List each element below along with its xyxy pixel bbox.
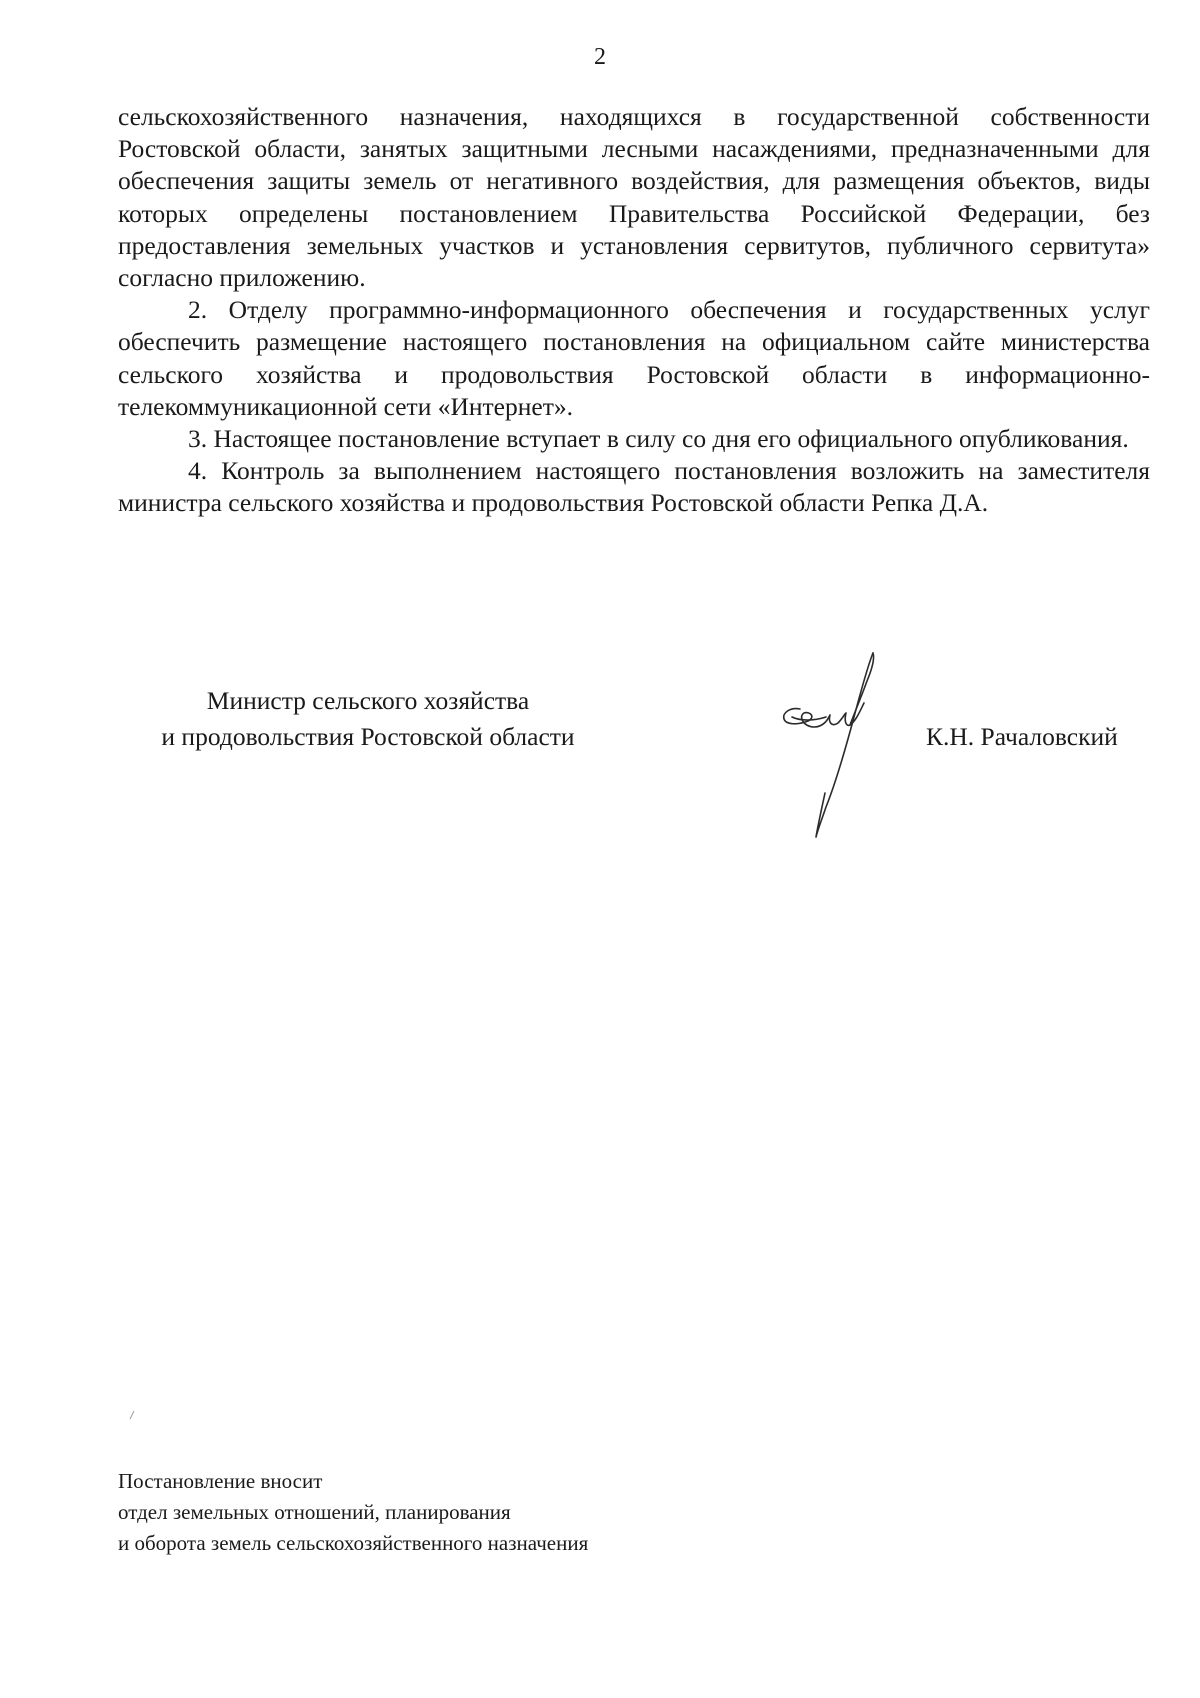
document-body xyxy=(118,101,1150,520)
paragraph-2: 2. Отделу программно-информационного обеспечения и государственных услуг обеспечить размещение настоящего постановления на официальном сайте министерства сельского хозяйства и продовольствия Ростовской области в информационно-телекоммуникационной сети «Интернет». xyxy=(118,295,1150,421)
submitter-line-1: Постановление вносит xyxy=(118,1469,323,1493)
page-number: 2 xyxy=(594,44,606,70)
signer-name: К.Н. Рачаловский xyxy=(926,722,1118,751)
paragraph-intro: сельскохозяйственного назначения, находящихся в государственной собственности Ростовской области, занятых защитными лесными насаждениями, предназначенными для обеспечения защиты земель от негативного воздействия, для размещения объектов, виды которых определены постановлением Правительства Российской Федерации, без предоставления земельных участков и установления сервитутов, публичного сервитута» согласно приложению. xyxy=(118,102,1150,293)
submitter-line-3: и оборота земель сельскохозяйственного назначения xyxy=(118,1531,589,1555)
signer-title xyxy=(118,683,618,755)
signature-block xyxy=(0,683,1200,883)
scan-artifact-mark xyxy=(128,1410,136,1420)
paragraph-3: 3. Настоящее постановление вступает в силу со дня его официального опубликования. xyxy=(188,424,1129,454)
submitter-line-2: отдел земельных отношений, планирования xyxy=(118,1500,511,1524)
paragraph-4: 4. Контроль за выполнением настоящего постановления возложить на заместителя министра сельского хозяйства и продовольствия Ростовской области Репка Д.А. xyxy=(118,456,1150,518)
signer-title-line-1: Министр сельского хозяйства xyxy=(206,686,530,715)
submitter-note xyxy=(118,1466,588,1559)
signer-title-line-2: и продовольствия Ростовской области xyxy=(161,722,575,751)
handwritten-signature xyxy=(770,647,900,847)
